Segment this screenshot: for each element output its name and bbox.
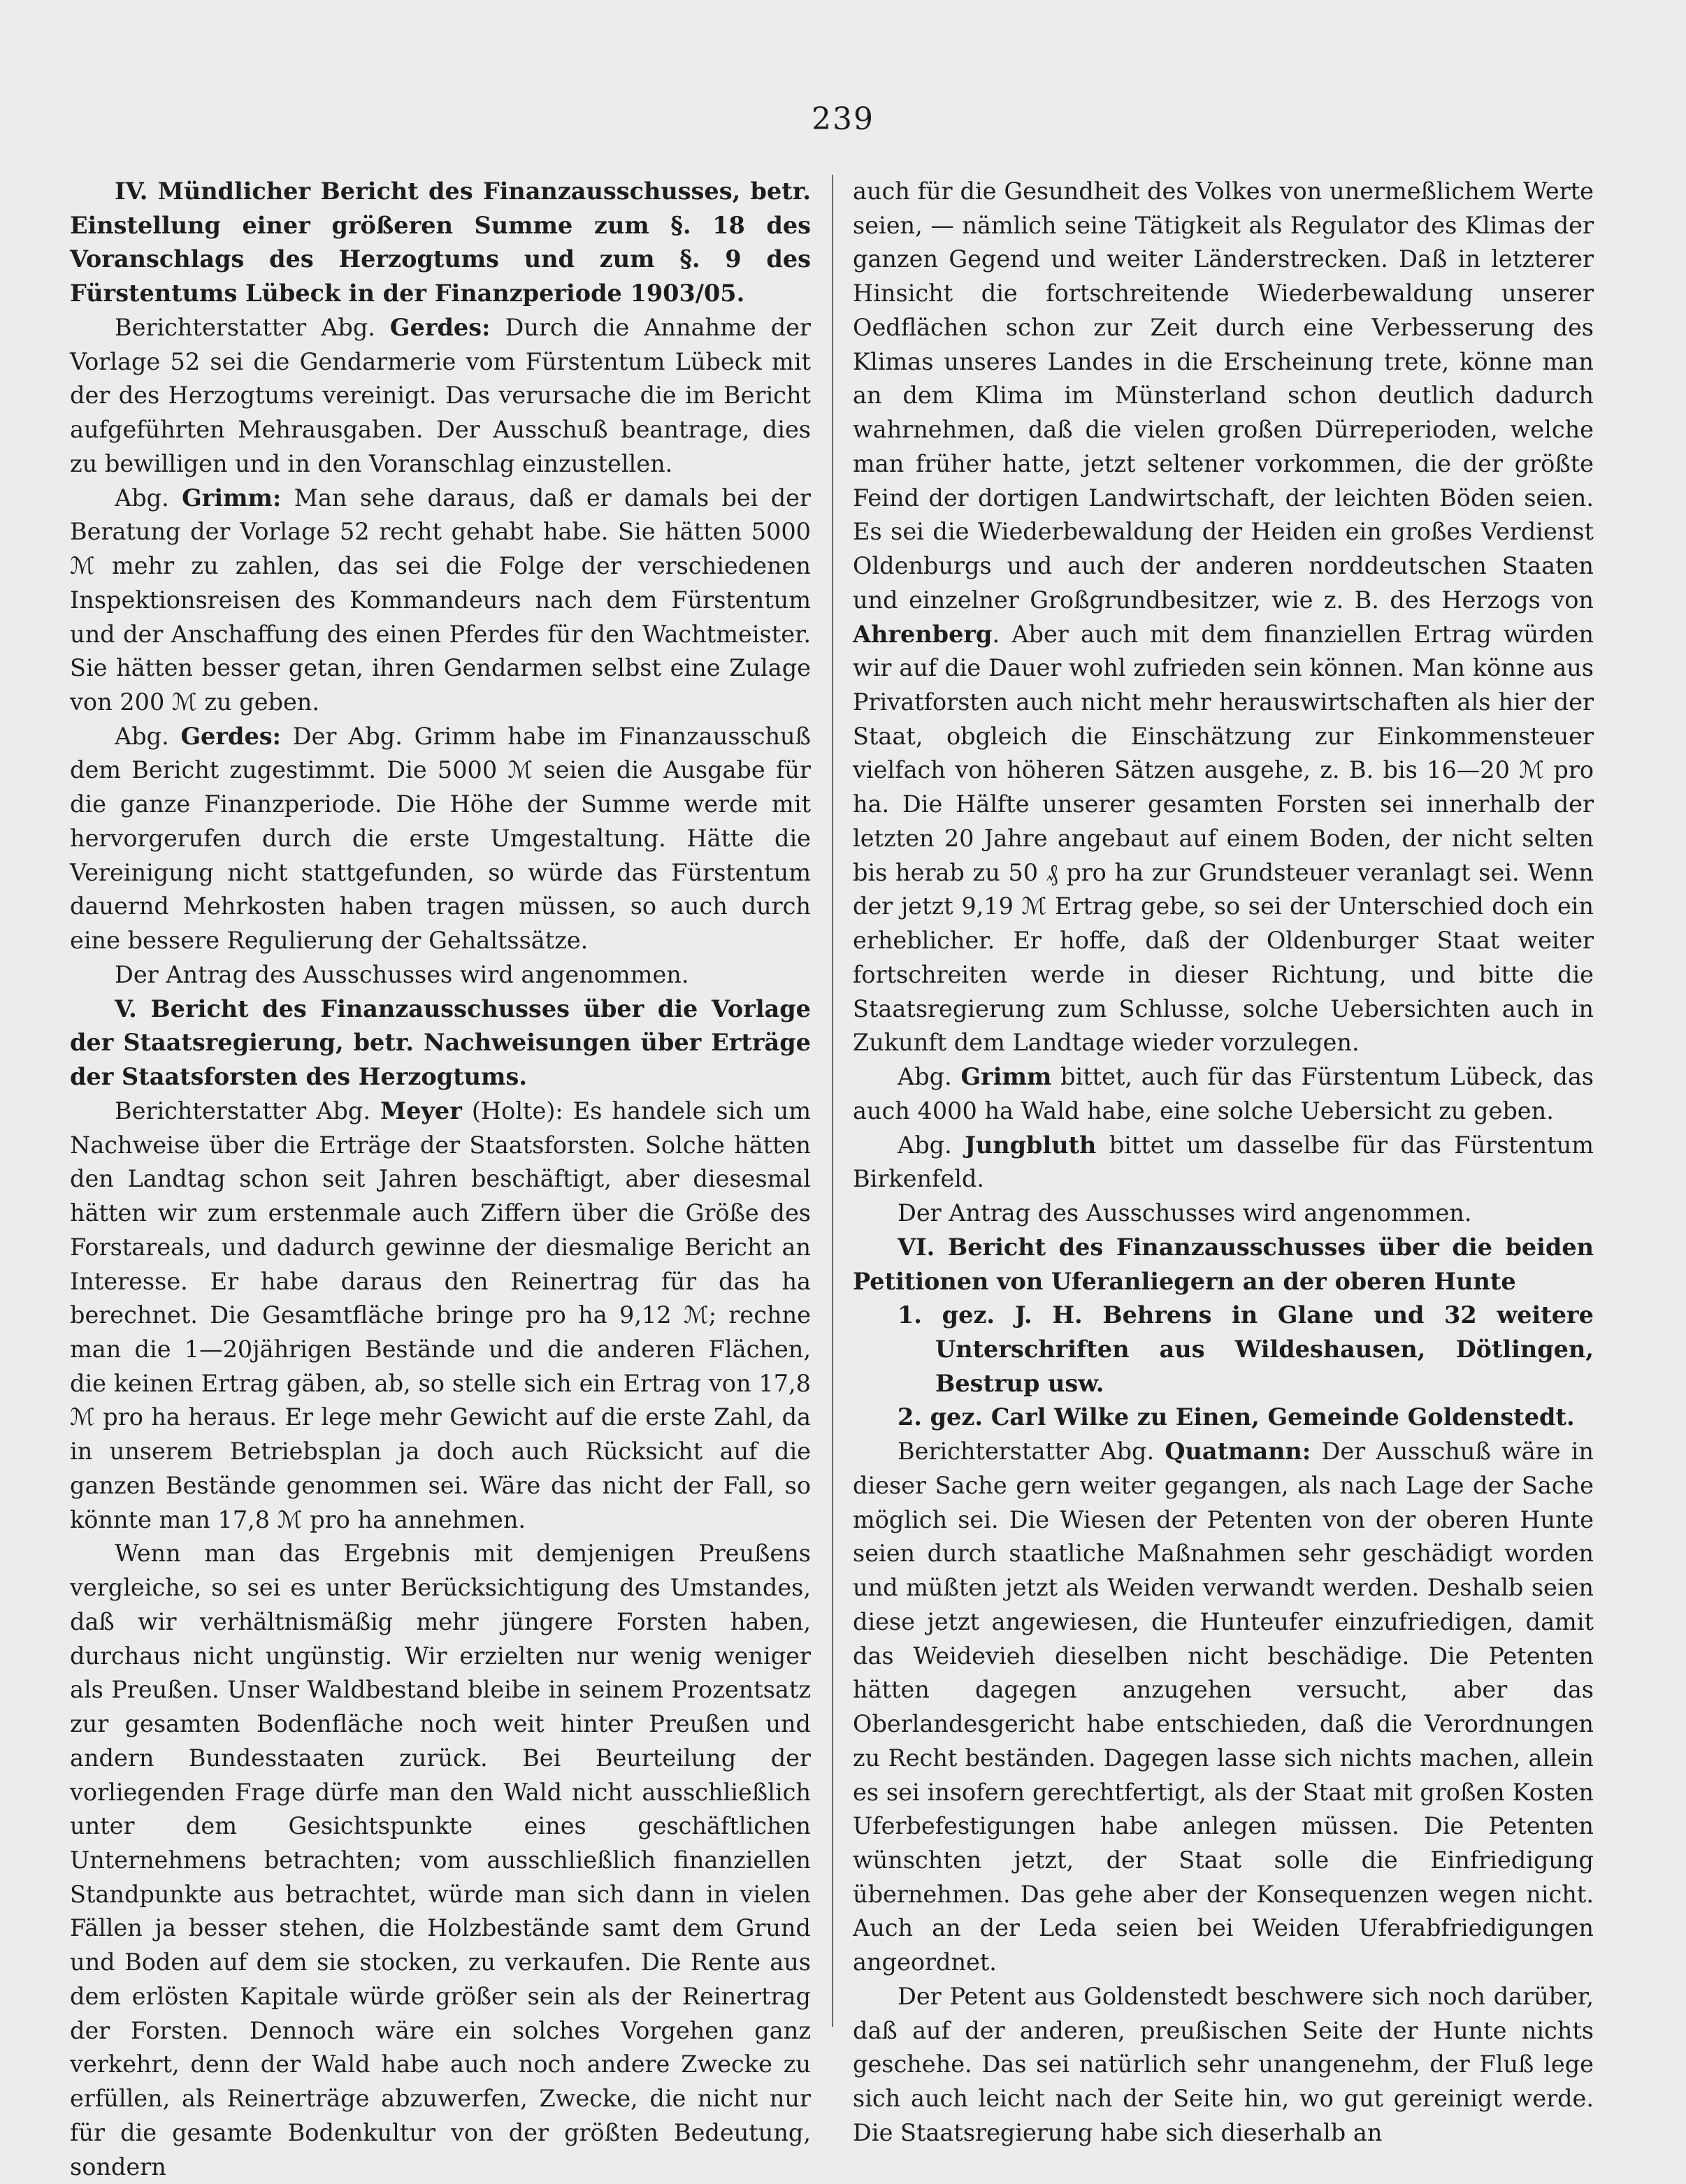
speaker-name: Quatmann: [1165,1438,1311,1466]
section-heading-text: VI. Bericht des Finanzausschusses über die beiden Petitionen von Uferanliegern an der oberen Hunte [853,1233,1594,1295]
speaker-name: Jungbluth [965,1131,1097,1159]
speaker-name-bold [380,1097,462,1124]
paragraph [70,482,811,720]
speaker-name: Gerdes: [389,313,491,341]
section-heading [70,175,811,311]
speaker-name: Ahrenberg [853,620,993,648]
section-heading [70,992,811,1094]
speaker-name: Meyer [380,1097,462,1124]
paragraph [70,1094,811,1538]
speaker-name-bold [1165,1438,1311,1465]
section-heading-text: V. Bericht des Finanzausschusses über die Vorlage der Staatsregierung, betr. Nachweisungen über Erträge der Staatsforsten des Herzogtums. [70,995,811,1091]
paragraph-text: Abg. [898,1063,961,1091]
paragraph-text: Berichterstatter Abg. [115,1097,381,1124]
paragraph-text: Der Ausschuß wäre in dieser Sache gern weiter gegangen, als nach Lage der Sache möglich sei. Die Wiesen der Petenten von der oberen Hunte seien durch staatliche Maßnahmen sehr geschädigt worden und müßten jetzt als Weiden verwandt werden. Deshalb seien diese jetzt angewiesen, die Hunteufer einzufriedigen, damit das Weidevieh dieselben nicht beschädige. Die Petenten hätten dagegen anzugehen versucht, aber das Oberlandesgericht habe entschieden, daß die Verordnungen zu Recht beständen. Dagegen lasse sich nichts machen, allein es sei insofern gerechtfertigt, als der Staat mit großen Kosten Uferbefestigungen habe anlegen müssen. Die Petenten wünschten jetzt, der Staat solle die Einfriedigung übernehmen. Das gehe aber der Konsequenzen wegen nicht. Auch an der Leda seien bei Weiden Uferabfriedigungen angeordnet. [853,1438,1594,1976]
paragraph-text: bittet, auch für das Fürstentum Lübeck, das auch 4000 ha Wald habe, eine solche Uebersicht zu geben. [853,1063,1594,1124]
column-divider [832,175,833,2027]
speaker-name-bold [180,723,281,750]
paragraph-text: Abg. [115,722,181,750]
paragraph-text: Der Antrag des Ausschusses wird angenommen. [115,960,689,988]
speaker-name: Gerdes: [180,722,281,750]
paragraph-continued [853,175,1594,1060]
section-heading [853,1231,1594,1299]
petition-list-item: 1. gez. J. H. Behrens in Glane und 32 weitere Unterschriften aus Wildeshausen, Dötlingen, Bestrup usw. [898,1301,1594,1397]
paragraph-text: bittet um dasselbe für das Fürstentum Birkenfeld. [853,1131,1594,1193]
paragraph-text: Berichterstatter Abg. [898,1438,1165,1466]
left-column [70,175,811,2184]
petition-list [853,1299,1594,1435]
paragraph [70,720,811,958]
right-column [853,175,1594,2150]
speaker-name-bold [182,484,281,512]
paragraph-text: (Holte): Es handele sich um Nachweise über die Erträge der Staatsforsten. Solche hätten den Landtag schon seit Jahren beschäftigt, aber diesesmal hätten wir zum erstenmale auch Ziffern über die Größe des Forstareals, und dadurch gewinne der diesmalige Bericht an Interesse. Er habe daraus den Reinertrag für das ha berechnet. Die Gesamtfläche bringe pro ha 9,12 ℳ; rechne man die 1—20jährigen Bestände und die anderen Flächen, die keinen Ertrag gäben, ab, so stelle sich ein Ertrag von 17,8 ℳ pro ha heraus. Er lege mehr Gewicht auf die erste Zahl, da in unserem Betriebsplan ja doch auch Rücksicht auf die ganzen Bestände genommen sei. Wäre das nicht der Fall, so könnte man 17,8 ℳ pro ha annehmen. [70,1097,812,1533]
speaker-name: Grimm: [182,484,282,512]
paragraph-text: auch für die Gesundheit des Volkes von unermeßlichem Werte seien, — nämlich seine Tätigkeit als Regulator des Klimas der ganzen Gegend und weiter Länderstrecken. Daß in letzterer Hinsicht die fortschreitende Wiederbewaldung unserer Oedflächen schon zur Zeit durch eine Verbesserung des Klimas unseres Landes in die Erscheinung trete, könne man an dem Klima im Münsterland schon deutlich dadurch wahrnehmen, daß die vielen großen Dürreperioden, welche man früher hatte, jetzt seltener vorkommen, die der größte Feind der dortigen Landwirtschaft, der leichten Böden seien. Es sei die Wiederbewaldung der Heiden ein großes Verdienst Oldenburgs und auch der anderen norddeutschen Staaten und einzelner Großgrundbesitzer, wie z. B. des Herzogs von [853,178,1594,614]
speaker-name-bold [853,621,992,648]
section-heading-text: IV. Mündlicher Bericht des Finanzausschusses, betr. Einstellung einer größeren Summe zum §. 18 des Voranschlags des Herzogtums und zum §. 9 des Fürstentums Lübeck in der Finanzperiode 1903/05. [70,178,811,308]
paragraph [853,1060,1594,1128]
paragraph [853,1980,1594,2150]
paragraph-text: Der Abg. Grimm habe im Finanzausschuß dem Bericht zugestimmt. Die 5000 ℳ seien die Ausgabe für die ganze Finanzperiode. Die Höhe der Summe werde mit hervorgerufen durch die erste Umgestaltung. Hätte die Vereinigung nicht stattgefunden, so würde das Fürstentum dauernd Mehrkosten haben tragen müssen, so auch durch eine bessere Regulierung der Gehaltssätze. [70,722,811,955]
speaker-name-bold [390,314,491,341]
speaker-name-bold [960,1063,1051,1090]
paragraph-text: Der Antrag des Ausschusses wird angenommen. [898,1199,1472,1227]
petition-list-item: 2. gez. Carl Wilke zu Einen, Gemeinde Goldenstedt. [898,1403,1575,1431]
paragraph [70,958,811,992]
paragraph [853,1435,1594,1980]
paragraph-text: Abg. [898,1131,965,1159]
paragraph [70,1537,811,2184]
page-number: 239 [812,101,874,137]
paragraph [70,311,811,482]
paragraph-text: Der Petent aus Goldenstedt beschwere sich noch darüber, daß auf der anderen, preußischen Seite der Hunte nichts geschehe. Das sei natürlich sehr unangenehm, der Fluß lege sich auch leicht nach der Seite hin, wo gut gereinigt werde. Die Staatsregierung habe sich dieserhalb an [853,1982,1594,2146]
paragraph-text: Wenn man das Ergebnis mit demjenigen Preußens vergleiche, so sei es unter Berücksichtigung des Umstandes, daß wir verhältnismäßig mehr jüngere Forsten haben, durchaus nicht ungünstig. Wir erzielten nur wenig weniger als Preußen. Unser Waldbestand bleibe in seinem Prozentsatz zur gesamten Bodenfläche noch weit hinter Preußen und andern Bundesstaaten zurück. Bei Beurteilung der vorliegenden Frage dürfe man den Wald nicht ausschließlich unter dem Gesichtspunkte eines geschäftlichen Unternehmens betrachten; vom ausschließlich finanziellen Standpunkte aus betrachtet, würde man sich dann in vielen Fällen ja besser stehen, die Holzbestände samt dem Grund und Boden auf dem sie stocken, zu verkaufen. Die Rente aus dem erlösten Kapitale würde größer sein als der Reinertrag der Forsten. Dennoch wäre ein solches Vorgehen ganz verkehrt, denn der Wald habe auch noch andere Zwecke zu erfüllen, als Reinerträge abzuwerfen, Zwecke, die nicht nur für die gesamte Bodenkultur von der größten Bedeutung, sondern [70,1540,811,2181]
paragraph-text: Berichterstatter Abg. [115,313,390,341]
paragraph-text: Man sehe daraus, daß er damals bei der Beratung der Vorlage 52 recht gehabt habe. Sie hätten 5000 ℳ mehr zu zahlen, das sei die Folge der verschiedenen Inspektionsreisen des Kommandeurs nach dem Fürstentum und der Anschaffung des einen Pferdes für den Wachtmeister. Sie hätten besser getan, ihren Gendarmen selbst eine Zulage von 200 ℳ zu geben. [70,484,811,716]
paragraph-text: . Aber auch mit dem finanziellen Ertrag würden wir auf die Dauer wohl zufrieden sein können. Man könne aus Privatforsten auch nicht mehr herauswirtschaften als hier der Staat, obgleich die Einschätzung zur Einkommensteuer vielfach von höheren Sätzen ausgehe, z. B. bis 16—20 ℳ pro ha. Die Hälfte unserer gesamten Forsten sei innerhalb der letzten 20 Jahre angebaut auf einem Boden, der nicht selten bis herab zu 50 ₰ pro ha zur Grundsteuer veranlagt sei. Wenn der jetzt 9,19 ℳ Ertrag gebe, so sei der Unterschied doch ein erheblicher. Er hoffe, daß der Oldenburger Staat weiter fortschreiten werde in dieser Richtung, und bitte die Staatsregierung zum Schlusse, solche Uebersichten auch in Zukunft dem Landtage wieder vorzulegen. [853,620,1594,1057]
paragraph [853,1196,1594,1231]
speaker-name-bold [965,1131,1096,1159]
paragraph-text: Abg. [115,484,182,512]
speaker-name: Grimm [960,1063,1052,1091]
paragraph [853,1129,1594,1196]
paragraph-text: Durch die Annahme der Vorlage 52 sei die Gendarmerie vom Fürstentum Lübeck mit der des Herzogtums vereinigt. Das verursache die im Bericht aufgeführten Mehrausgaben. Der Ausschuß beantrage, dies zu bewilligen und in den Voranschlag einzustellen. [70,313,811,477]
